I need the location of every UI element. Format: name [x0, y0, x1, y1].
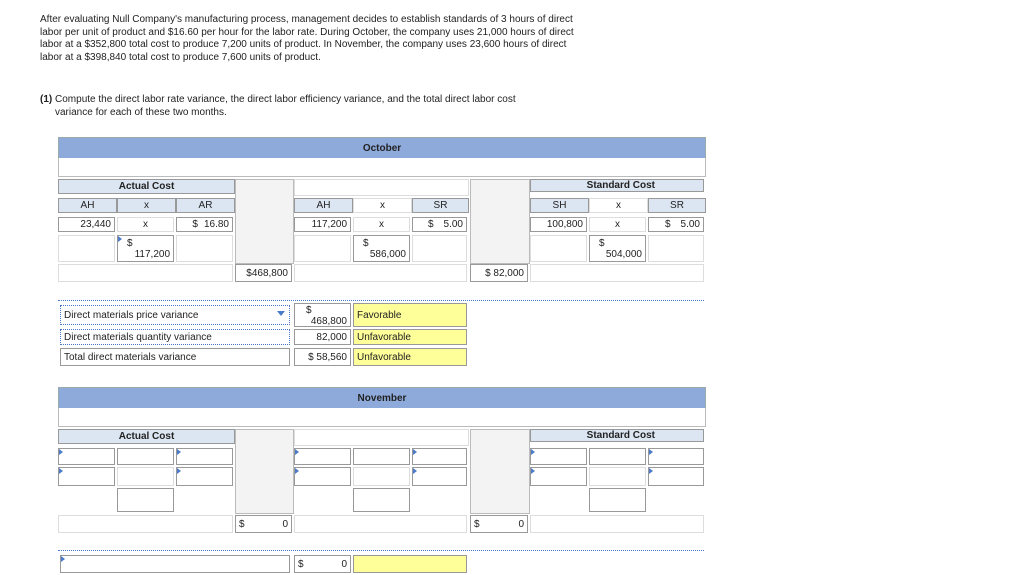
blank-row [294, 515, 467, 533]
nov-sr2-input[interactable] [648, 467, 704, 486]
x-sign: x [117, 217, 174, 232]
oct-variance-2[interactable]: $ 82,000 [470, 264, 528, 282]
col-x3: x [589, 198, 648, 213]
oct-std-total[interactable] [589, 235, 646, 262]
col-sr: SR [412, 198, 469, 213]
oct-row-2-type[interactable] [353, 329, 467, 345]
oct-row-3-type-value: Unfavorable [357, 351, 411, 363]
nov-row-1-type[interactable] [353, 555, 467, 573]
oct-sr-value: 5.00 [443, 219, 463, 230]
oct-sr2-value: 5.00 [680, 219, 700, 230]
blank-cell [412, 235, 467, 262]
input-marker-icon [649, 468, 653, 474]
input-marker-icon [59, 468, 63, 474]
nov-sr-label-input[interactable] [412, 448, 467, 465]
oct-ar-input[interactable] [176, 217, 233, 232]
oct-ar-value: 16.80 [203, 219, 229, 230]
oct-row-2-label-select[interactable] [60, 329, 290, 345]
oct-actual-total-value: 117,200 [134, 249, 170, 260]
col-ah: AH [58, 198, 117, 213]
november-title: November [58, 387, 706, 409]
oct-row-2-amount[interactable]: 82,000 [294, 329, 351, 345]
oct-row-3-type[interactable] [353, 348, 467, 366]
blank-cell [530, 235, 587, 262]
dollar-sign: $ [427, 219, 434, 230]
oct-std-total-value: 504,000 [605, 249, 642, 260]
col-sh: SH [530, 198, 589, 213]
nov-sh-input[interactable] [530, 467, 587, 486]
input-marker-icon [413, 468, 417, 474]
nov-variance-2[interactable] [470, 515, 528, 533]
nov-ar-input[interactable] [176, 467, 233, 486]
nov-x-label-input[interactable] [117, 448, 174, 465]
dollar-sign: $ [474, 518, 480, 530]
november-spacer [58, 408, 706, 427]
dollar-sign: $ [306, 305, 312, 316]
blank-row [294, 264, 467, 282]
input-marker-icon [413, 449, 417, 455]
nov-row-1-label-select[interactable] [60, 555, 290, 573]
nov-mid-label-blank [294, 429, 469, 446]
oct-row-1-type-value: Favorable [357, 309, 402, 321]
separator-col-1 [235, 179, 294, 264]
oct-row-1-amount-value: 468,800 [310, 316, 347, 327]
oct-row-1-amount[interactable] [294, 303, 351, 327]
blank-cell [117, 467, 174, 486]
col-ar: AR [176, 198, 235, 213]
october-spacer [58, 158, 706, 177]
nov-standard-cost-label: Standard Cost [530, 429, 704, 442]
oct-row-1-type[interactable] [353, 303, 467, 327]
oct-actual-total[interactable] [117, 235, 174, 262]
oct-variance-1[interactable]: $468,800 [235, 264, 292, 282]
nov-ah2-label-input[interactable] [294, 448, 351, 465]
input-marker-icon [649, 449, 653, 455]
mid-label-blank [294, 179, 469, 196]
nov-ah-input[interactable] [58, 467, 115, 486]
oct-ah2-input[interactable]: 117,200 [294, 217, 351, 232]
blank-cell [589, 467, 646, 486]
blank-cell [353, 467, 410, 486]
nov-total-amount[interactable] [294, 555, 351, 573]
blank-cell [58, 235, 115, 262]
oct-row-3-label-select[interactable] [60, 348, 290, 366]
blank-cell [176, 235, 233, 262]
col-x2: x [353, 198, 412, 213]
nov-variance-1-value: 0 [282, 518, 288, 530]
blank-cell [294, 235, 351, 262]
nov-x3-label-input[interactable] [589, 448, 646, 465]
standard-cost-label: Standard Cost [530, 179, 704, 192]
dollar-sign: $ [599, 238, 605, 249]
nov-mid-total[interactable] [353, 488, 410, 512]
nov-variance-1[interactable] [235, 515, 292, 533]
blank-row [530, 515, 704, 533]
oct-ah-input[interactable]: 23,440 [58, 217, 115, 232]
oct-row-2-type-value: Unfavorable [357, 331, 411, 343]
input-marker-icon [177, 449, 181, 455]
input-marker-icon [295, 449, 299, 455]
input-marker-icon [177, 468, 181, 474]
separator-col-2 [470, 179, 530, 264]
oct-row-3-label: Total direct materials variance [64, 351, 197, 363]
dollar-sign: $ [664, 219, 671, 230]
nov-actual-total[interactable] [117, 488, 174, 512]
nov-ar-label-input[interactable] [176, 448, 233, 465]
nov-actual-cost-label: Actual Cost [58, 429, 235, 444]
dotted-separator [58, 300, 704, 301]
oct-row-1-label-select[interactable] [60, 305, 290, 325]
input-marker-icon [118, 236, 122, 242]
nov-std-total[interactable] [589, 488, 646, 512]
requirement-text: Compute the direct labor rate variance, the direct labor efficiency variance, and the total direct labor cost [55, 94, 516, 105]
x-sign-2: x [353, 217, 410, 232]
dotted-separator-2 [58, 550, 704, 551]
input-marker-icon [59, 449, 63, 455]
dollar-sign: $ [239, 518, 245, 530]
input-marker-icon [295, 468, 299, 474]
oct-row-1-label: Direct materials price variance [64, 309, 199, 321]
requirement-number: (1) [40, 94, 53, 105]
nov-separator-col-1 [235, 429, 294, 514]
oct-mid-total-value: 586,000 [369, 249, 406, 260]
nov-x2-label-input[interactable] [353, 448, 410, 465]
chevron-down-icon [277, 311, 285, 316]
dollar-sign: $ [127, 238, 133, 249]
nov-sr-input[interactable] [412, 467, 467, 486]
nov-separator-col-2 [470, 429, 530, 514]
actual-cost-label: Actual Cost [58, 179, 235, 194]
col-x: x [117, 198, 176, 213]
x-sign-3: x [589, 217, 646, 232]
requirement-1 [40, 94, 580, 119]
col-ah2: AH [294, 198, 353, 213]
oct-row-3-amount[interactable]: $ 58,560 [294, 348, 351, 366]
oct-sr-input[interactable] [412, 217, 467, 232]
input-marker-icon [61, 556, 65, 562]
nov-total-value: 0 [341, 558, 347, 570]
blank-row [58, 264, 233, 282]
problem-statement: After evaluating Null Company's manufacturing process, management decides to establish standards of 3 hours of direct labor per unit of product and $16.60 per hour for the labor rate. During October, the company uses 21,000 hours of direct labor at a $352,800 total cost to produce 7,200 units of product. In November, the company uses 23,600 hours of direct labor at a $398,840 total cost to produce 7,600 units of product. [40, 14, 574, 63]
oct-sh-input[interactable]: 100,800 [530, 217, 587, 232]
nov-sh-label-input[interactable] [530, 448, 587, 465]
input-marker-icon [531, 449, 535, 455]
nov-variance-2-value: 0 [518, 518, 524, 530]
blank-row [58, 515, 233, 533]
nov-ah2-input[interactable] [294, 467, 351, 486]
input-marker-icon [531, 468, 535, 474]
col-sr2: SR [648, 198, 706, 213]
dollar-sign: $ [192, 219, 198, 230]
nov-ah-label-input[interactable] [58, 448, 115, 465]
requirement-text-2: variance for each of these two months. [55, 106, 227, 118]
october-title: October [58, 137, 706, 159]
oct-row-2-label: Direct materials quantity variance [64, 331, 212, 343]
oct-sr2-input[interactable] [648, 217, 704, 232]
dollar-sign: $ [298, 558, 304, 570]
blank-cell [648, 235, 704, 262]
oct-mid-total[interactable] [353, 235, 410, 262]
nov-sr2-label-input[interactable] [648, 448, 704, 465]
dollar-sign: $ [363, 238, 369, 249]
blank-row [530, 264, 704, 282]
